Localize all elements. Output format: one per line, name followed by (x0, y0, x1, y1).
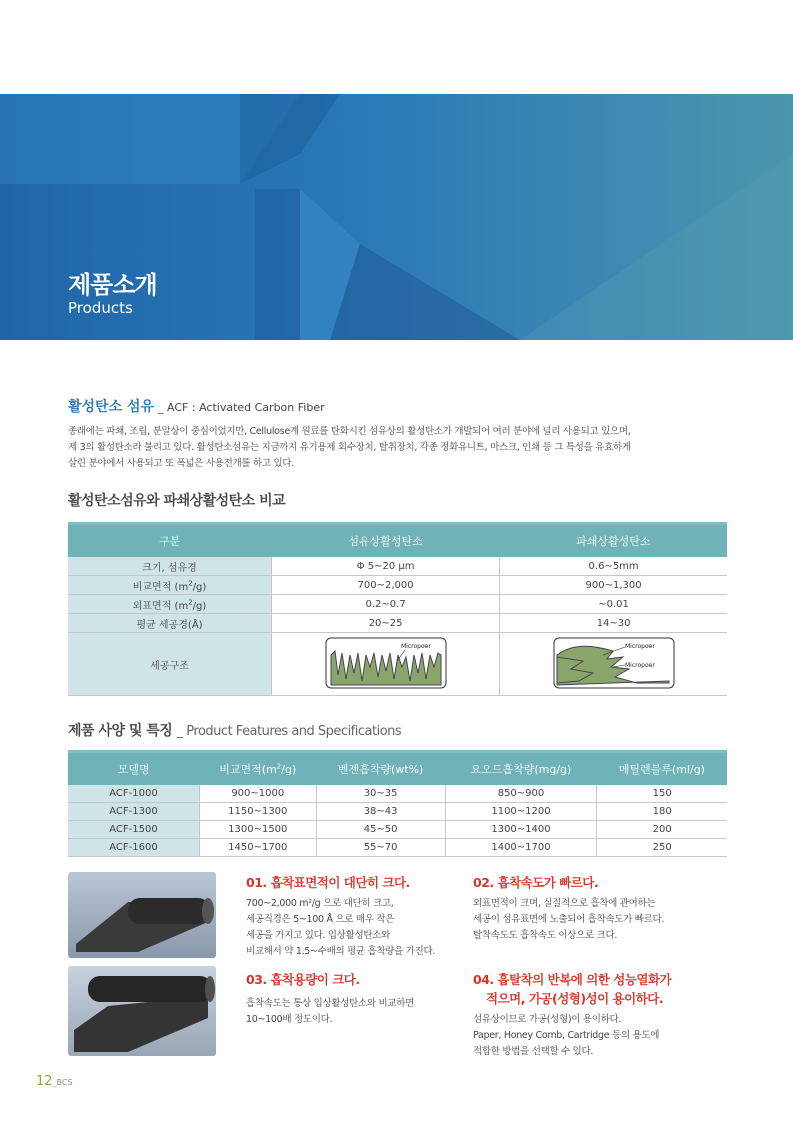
table-cell: 1300~1500 (200, 821, 317, 839)
table-cell: 900~1,300 (500, 576, 727, 595)
row-label: 평균 세공경(Å) (68, 614, 272, 633)
table-cell: 150 (597, 785, 727, 803)
feature-01-title: 01. 흡착표면적이 대단히 크다. (246, 875, 410, 890)
table-cell: 55~70 (316, 839, 445, 857)
feature-line: 섬유상이므로 가공(성형)이 용이하다. (473, 1014, 622, 1025)
column-header: 파쇄상활성탄소 (500, 524, 727, 558)
model-cell: ACF-1300 (68, 803, 200, 821)
table-row (68, 595, 727, 614)
intro-line: 살린 분야에서 사용되고 또 폭넓은 사용전개를 하고 있다. (68, 458, 294, 469)
feature-line: 흡착속도는 통상 입상활성탄소와 비교하면 (246, 998, 414, 1009)
feature-line: 700~2,000 m²/g 으로 대단히 크고, (246, 898, 394, 909)
comparison-title: 활성탄소섬유와 파쇄상활성탄소 비교 (68, 493, 286, 509)
table-row (68, 614, 727, 633)
product-photo-roll-2 (68, 966, 216, 1056)
intro-paragraph (68, 424, 728, 472)
table-cell: 0.6~5mm (500, 557, 727, 576)
feature-line: 적합한 방법을 선택할 수 있다. (473, 1046, 594, 1057)
column-header: 비교면적$(m^2/g)$ (200, 752, 317, 786)
table-row (68, 839, 727, 857)
feature-line: 10~100배 정도이다. (246, 1014, 333, 1025)
feature-01-body (246, 896, 435, 960)
row-label: 크기, 섬유경 (68, 557, 272, 576)
table-cell: 200 (597, 821, 727, 839)
table-cell: 1150~1300 (200, 803, 317, 821)
feature-title-line: 적으며, 가공(성형)성이 용이하다. (486, 991, 664, 1006)
feature-line: 탈착속도도 흡착속도 이상으로 크다. (473, 930, 618, 941)
feature-04-body (473, 1012, 659, 1060)
table-cell: 20~25 (272, 614, 500, 633)
table-row (68, 821, 727, 839)
table-cell: 900~1000 (200, 785, 317, 803)
model-cell: ACF-1500 (68, 821, 200, 839)
table-cell: 1450~1700 (200, 839, 317, 857)
micropore-label: Micropoer (624, 661, 655, 669)
table-cell: Φ 5~20 μm (272, 557, 500, 576)
feature-line: 비교해서 약 1.5~수배의 평균 흡착량을 가진다. (246, 946, 436, 957)
row-label: 세공구조 (68, 633, 272, 696)
section-title-acf (68, 396, 325, 416)
feature-line: Paper, Honey Comb, Cartridge 등의 용도에 (473, 1030, 660, 1041)
column-header: 메틸렌블루(ml/g) (597, 752, 727, 786)
section-title-en: _ ACF : Activated Carbon Fiber (158, 401, 325, 414)
table-row (68, 785, 727, 803)
column-header: 구분 (68, 524, 272, 558)
feature-02-title: 02. 흡착속도가 빠르다. (473, 875, 599, 890)
table-cell: 14~30 (500, 614, 727, 633)
feature-line: 외표면적이 크며, 실질적으로 흡착에 관여하는 (473, 898, 656, 909)
intro-line: 제 3의 활성탄소라 불리고 있다. 활성탄소섬유는 지금까지 유기용제 회수장치, 탈취장치, 각종 정화유니트, 마스크, 인쇄 등 그 특성을 유효하게 (68, 442, 631, 453)
table-cell: 700~2,000 (272, 576, 500, 595)
crushed-pore-diagram (553, 637, 675, 689)
table-cell: 850~900 (445, 785, 597, 803)
feature-line: 세공이 섬유표면에 노출되어 흡착속도가 빠르다. (473, 914, 665, 925)
column-header: 요오드흡착량(mg/g) (445, 752, 597, 786)
feature-line: 세공직경은 5~100 Å 으로 매우 작은 (246, 914, 395, 925)
specs-title (68, 720, 401, 740)
intro-line: 종래에는 파쇄, 조립, 분말상이 중심이었지만, Cellulose계 원료를 탄화시킨 섬유상의 활성탄소가 개발되어 여러 분야에 널리 사용되고 있으며, (68, 426, 631, 437)
comparison-table (68, 522, 727, 696)
page-number: 12_BCS (36, 1074, 73, 1089)
table-cell: 1400~1700 (445, 839, 597, 857)
table-cell: 250 (597, 839, 727, 857)
product-photo-roll (68, 872, 216, 958)
micropore-label: Micropoer (624, 642, 655, 650)
micropore-label: Micropoer (400, 642, 431, 650)
section-title-ko: 활성탄소 섬유 (68, 399, 155, 415)
table-cell: 1300~1400 (445, 821, 597, 839)
feature-line: 세공을 가지고 있다. 입상활성탄소와 (246, 930, 391, 941)
specs-table (68, 750, 727, 857)
table-cell: 0.2~0.7 (272, 595, 500, 614)
table-cell: 38~43 (316, 803, 445, 821)
page-subtitle: Products (68, 299, 133, 317)
table-row (68, 576, 727, 595)
feature-title-line: 04. 흡탈착의 반복에 의한 성능열화가 (473, 972, 672, 987)
table-header-row (68, 524, 727, 558)
feature-04-title (473, 970, 671, 1008)
table-header-row (68, 752, 727, 786)
table-cell (500, 633, 727, 696)
page-title: 제품소개 (68, 271, 157, 299)
column-header: 벤젠흡착량(wt%) (316, 752, 445, 786)
specs-title-ko: 제품 사양 및 특징 (68, 723, 173, 739)
feature-03-body (246, 996, 414, 1028)
table-row (68, 557, 727, 576)
fiber-pore-diagram (325, 637, 447, 689)
model-cell: ACF-1600 (68, 839, 200, 857)
model-cell: ACF-1000 (68, 785, 200, 803)
table-row (68, 633, 727, 696)
table-cell: 45~50 (316, 821, 445, 839)
table-cell: 1100~1200 (445, 803, 597, 821)
table-cell: ~0.01 (500, 595, 727, 614)
row-label: 비교면적 $(m^2/g)$ (68, 576, 272, 595)
feature-02-body (473, 896, 664, 944)
table-cell (272, 633, 500, 696)
table-cell: 30~35 (316, 785, 445, 803)
column-header: 모델명 (68, 752, 200, 786)
feature-03-title: 03. 흡착용량이 크다. (246, 972, 360, 987)
column-header: 섬유상활성탄소 (272, 524, 500, 558)
row-label: 외표면적 $(m^2/g)$ (68, 595, 272, 614)
specs-title-en: _ Product Features and Specifications (176, 724, 402, 739)
table-row (68, 803, 727, 821)
table-cell: 180 (597, 803, 727, 821)
